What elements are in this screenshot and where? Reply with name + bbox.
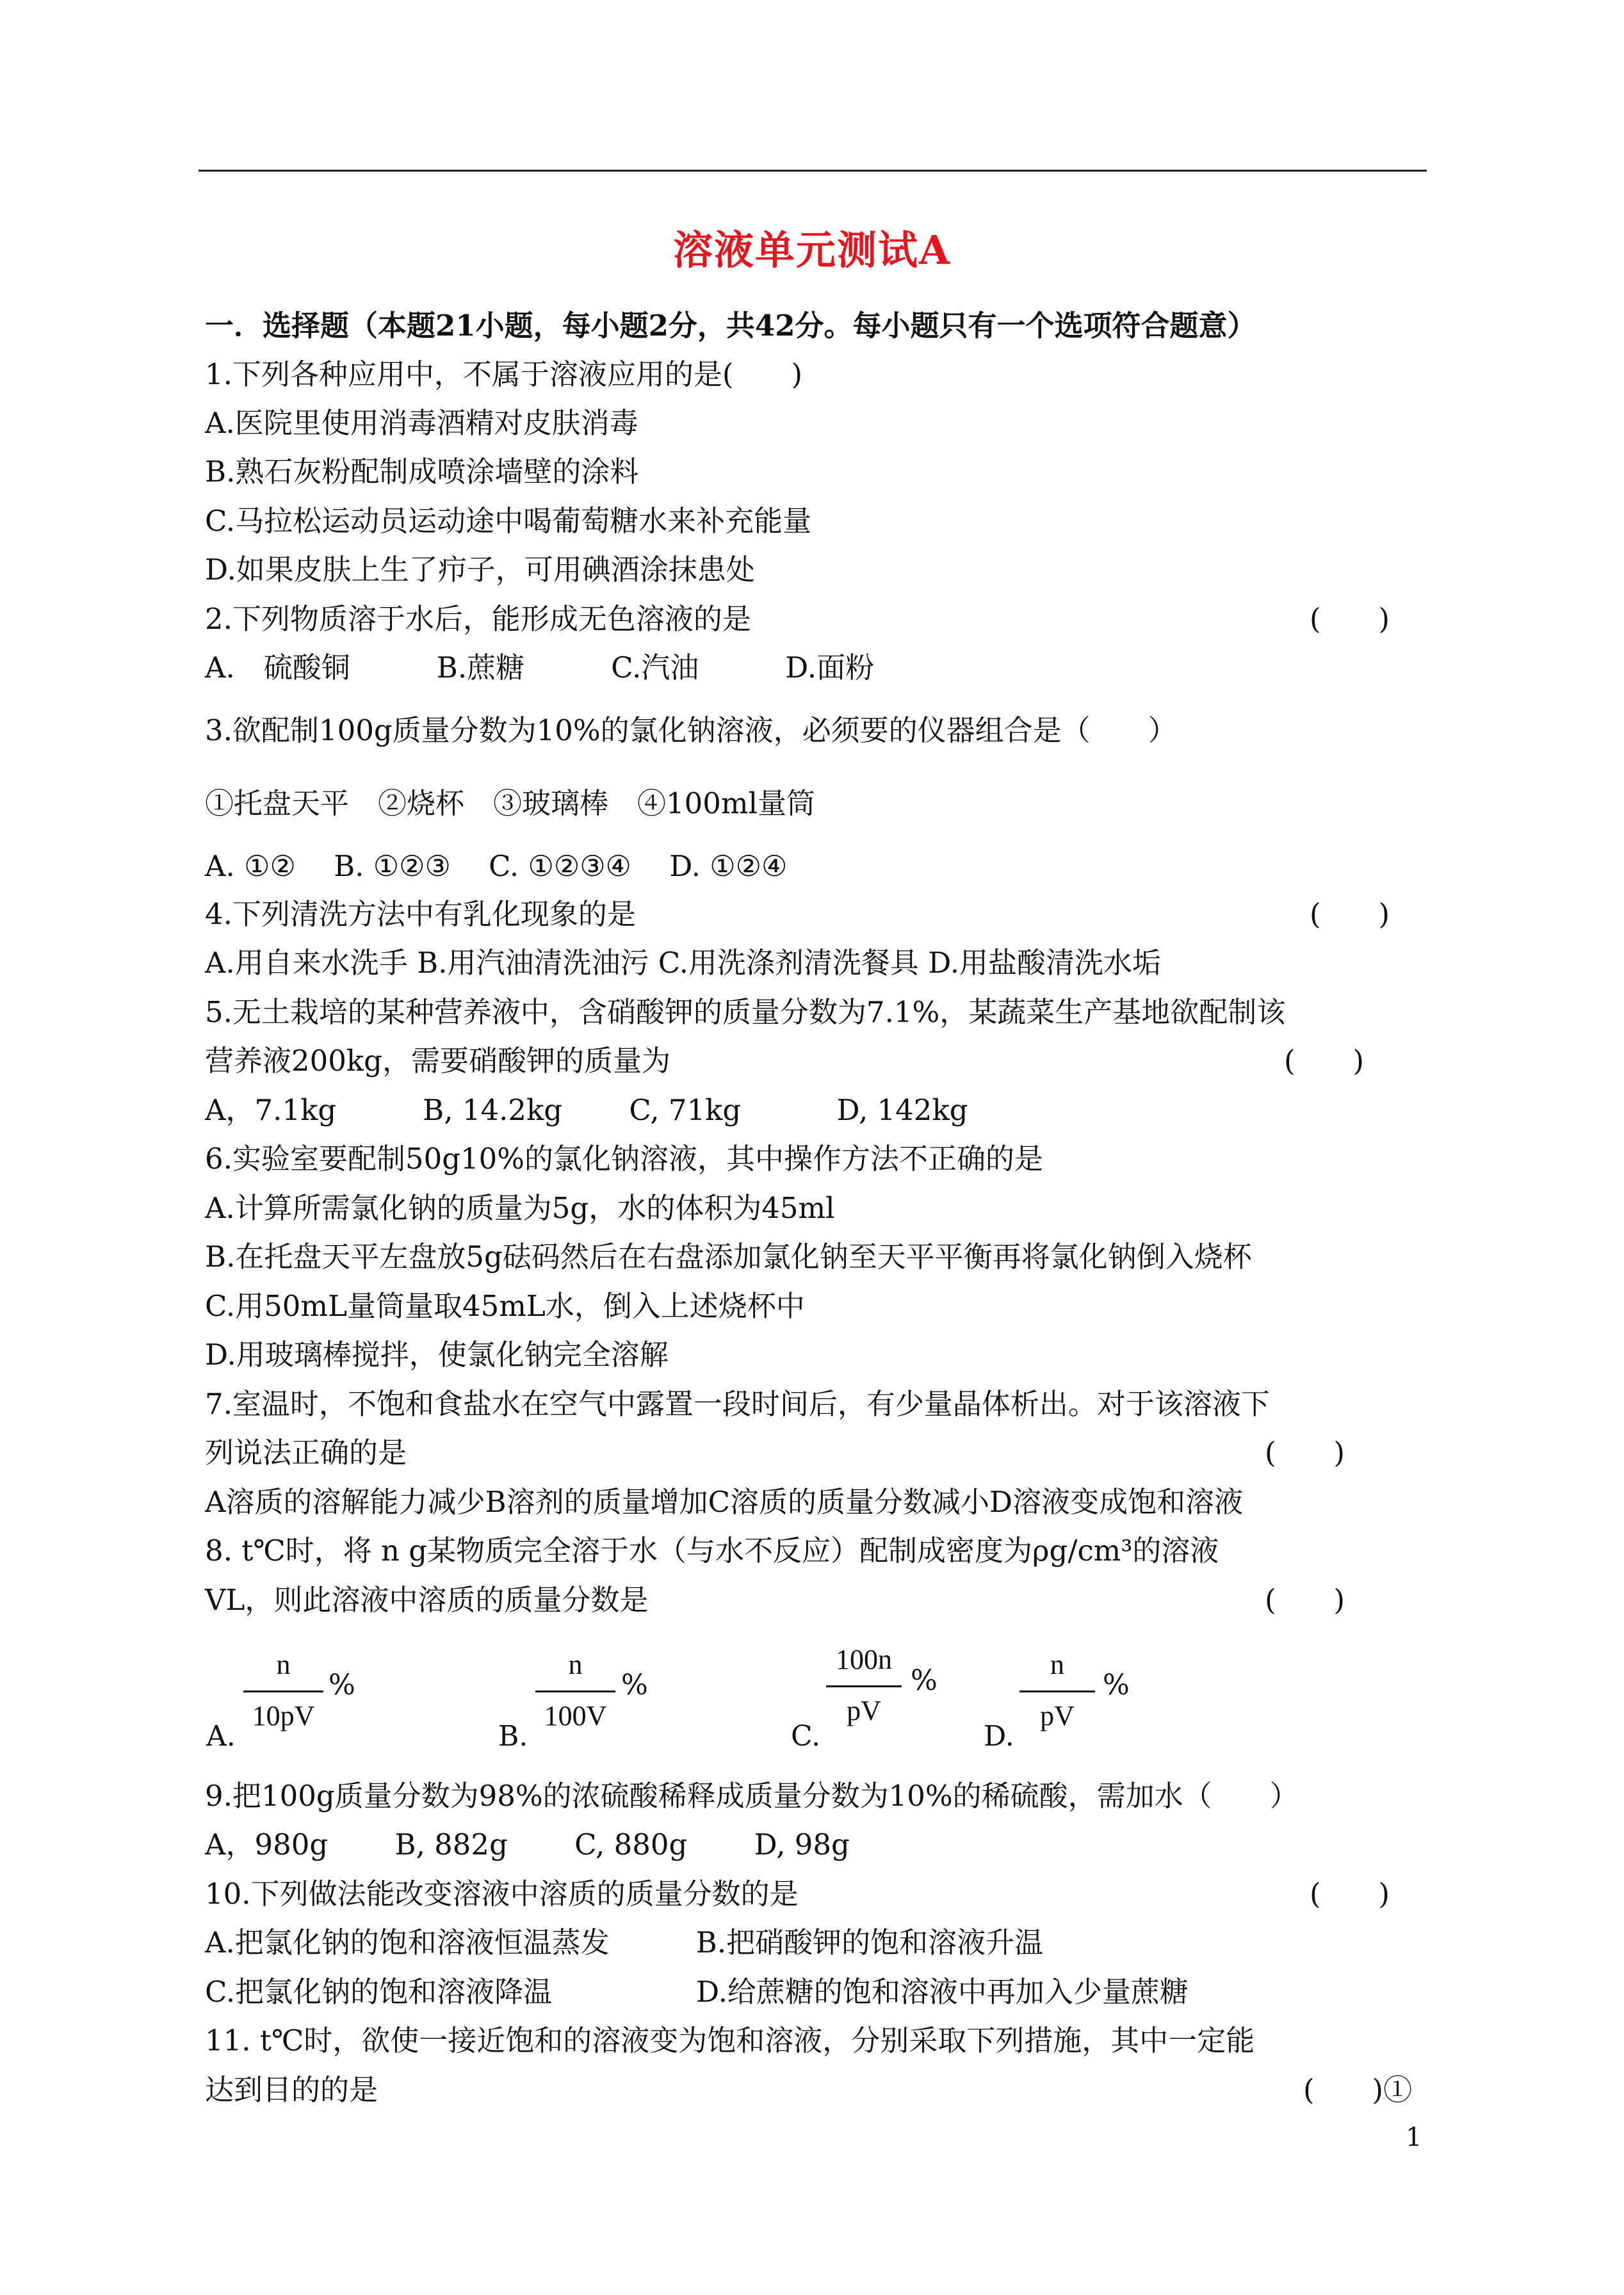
numerator: n bbox=[568, 1649, 583, 1680]
denominator: 100V bbox=[544, 1700, 607, 1731]
question-7: 7.室温时，不饱和食盐水在空气中露置一段时间后，有少量晶体析出。对于该溶液下 bbox=[205, 1387, 1270, 1421]
q1-option-d: D.如果皮肤上生了疖子，可用碘酒涂抹患处 bbox=[205, 553, 755, 587]
q1-option-a: A.医院里使用消毒酒精对皮肤消毒 bbox=[205, 406, 638, 440]
question-7-cont: 列说法正确的是 bbox=[205, 1436, 407, 1470]
page-number: 1 bbox=[1406, 2123, 1422, 2152]
q8-option-c-unit: % bbox=[911, 1664, 938, 1697]
question-10: 10.下列做法能改变溶液中溶质的质量分数的是 bbox=[205, 1877, 799, 1911]
question-1: 1.下列各种应用中，不属于溶液应用的是( ) bbox=[205, 357, 803, 391]
header-rule bbox=[199, 170, 1427, 172]
fraction-bar bbox=[826, 1685, 902, 1687]
denominator: pV bbox=[1040, 1700, 1075, 1731]
question-2: 2.下列物质溶于水后，能形成无色溶液的是 bbox=[205, 602, 751, 636]
q6-option-a: A.计算所需氯化钠的质量为5g，水的体积为45ml bbox=[205, 1191, 835, 1225]
q8-option-b-unit: % bbox=[621, 1669, 648, 1701]
q8-option-a-unit: % bbox=[329, 1669, 355, 1701]
fraction-bar bbox=[1019, 1691, 1095, 1692]
q10-options-ab: A.把氯化钠的饱和溶液恒温蒸发 B.把硝酸钾的饱和溶液升温 bbox=[205, 1926, 1044, 1959]
q8-option-d-label: D. bbox=[984, 1720, 1014, 1753]
q8-option-b-label: B. bbox=[498, 1720, 528, 1753]
question-8: 8. t℃时，将 n g某物质完全溶于水（与水不反应）配制成密度为ρg/cm³的溶液 bbox=[205, 1534, 1219, 1568]
q7-options: A溶质的溶解能力减少B溶剂的质量增加C溶质的质量分数减小D溶液变成饱和溶液 bbox=[205, 1485, 1244, 1519]
page-title: 溶液单元测试A bbox=[672, 227, 952, 273]
q11-answer-bracket: ( )① bbox=[1303, 2073, 1413, 2107]
numerator: n bbox=[276, 1649, 291, 1680]
q6-option-d: D.用玻璃棒搅拌，使氯化钠完全溶解 bbox=[205, 1338, 669, 1372]
q5-options: A，7.1kg B, 14.2kg C, 71kg D, 142kg bbox=[205, 1093, 968, 1127]
fraction-bar bbox=[243, 1691, 323, 1692]
question-5: 5.无土栽培的某种营养液中，含硝酸钾的质量分数为7.1%，某蔬菜生产基地欲配制该 bbox=[205, 995, 1286, 1029]
q4-options: A.用自来水洗手 B.用汽油清洗油污 C.用洗涤剂清洗餐具 D.用盐酸清洗水垢 bbox=[205, 946, 1162, 980]
q3-options: A. ①② B. ①②③ C. ①②③④ D. ①②④ bbox=[205, 849, 788, 883]
question-9: 9.把100g质量分数为98%的浓硫酸稀释成质量分数为10%的稀硫酸，需加水（ ） bbox=[205, 1779, 1299, 1813]
question-4: 4.下列清洗方法中有乳化现象的是 bbox=[205, 897, 636, 931]
q8-answer-bracket: ( ) bbox=[1265, 1583, 1345, 1617]
question-6: 6.实验室要配制50g10%的氯化钠溶液，其中操作方法不正确的是 bbox=[205, 1142, 1044, 1176]
q6-option-c: C.用50mL量筒量取45mL水，倒入上述烧杯中 bbox=[205, 1289, 805, 1323]
denominator: pV bbox=[847, 1695, 881, 1726]
question-11: 11. t℃时，欲使一接近饱和的溶液变为饱和溶液，分别采取下列措施，其中一定能 bbox=[205, 2023, 1255, 2057]
q9-options: A，980g B, 882g C, 880g D, 98g bbox=[205, 1828, 850, 1861]
q2-answer-bracket: ( ) bbox=[1310, 602, 1390, 636]
question-8-cont: VL，则此溶液中溶质的质量分数是 bbox=[205, 1583, 649, 1617]
numerator: 100n bbox=[836, 1644, 892, 1675]
question-5-cont: 营养液200kg，需要硝酸钾的质量为 bbox=[205, 1044, 670, 1078]
q10-options-cd: C.把氯化钠的饱和溶液降温 D.给蔗糖的饱和溶液中再加入少量蔗糖 bbox=[205, 1975, 1189, 2009]
denominator: 10pV bbox=[252, 1700, 315, 1731]
q8-option-c-label: C. bbox=[791, 1720, 821, 1753]
q1-option-c: C.马拉松运动员运动途中喝葡萄糖水来补充能量 bbox=[205, 504, 812, 538]
q1-option-b: B.熟石灰粉配制成喷涂墙壁的涂料 bbox=[205, 455, 639, 489]
fraction-bar bbox=[535, 1691, 615, 1692]
q5-answer-bracket: ( ) bbox=[1284, 1044, 1365, 1078]
section-heading: 一．选择题（本题21小题，每小题2分，共42分。每小题只有一个选项符合题意） bbox=[205, 309, 1256, 343]
q6-option-b: B.在托盘天平左盘放5g砝码然后在右盘添加氯化钠至天平平衡再将氯化钠倒入烧杯 bbox=[205, 1240, 1252, 1274]
q2-options: A. 硫酸铜 B.蔗糖 C.汽油 D.面粉 bbox=[205, 651, 875, 685]
numerator: n bbox=[1050, 1649, 1064, 1680]
q10-answer-bracket: ( ) bbox=[1310, 1877, 1390, 1911]
q3-instruments: ①托盘天平 ②烧杯 ③玻璃棒 ④100ml量筒 bbox=[205, 786, 815, 820]
question-11-cont: 达到目的的是 bbox=[205, 2073, 378, 2107]
q8-option-d-unit: % bbox=[1103, 1669, 1130, 1701]
question-3: 3.欲配制100g质量分数为10%的氯化钠溶液，必须要的仪器组合是（ ） bbox=[205, 713, 1177, 747]
q7-answer-bracket: ( ) bbox=[1265, 1436, 1345, 1470]
q8-option-a-label: A. bbox=[206, 1720, 236, 1753]
q4-answer-bracket: ( ) bbox=[1310, 897, 1390, 931]
